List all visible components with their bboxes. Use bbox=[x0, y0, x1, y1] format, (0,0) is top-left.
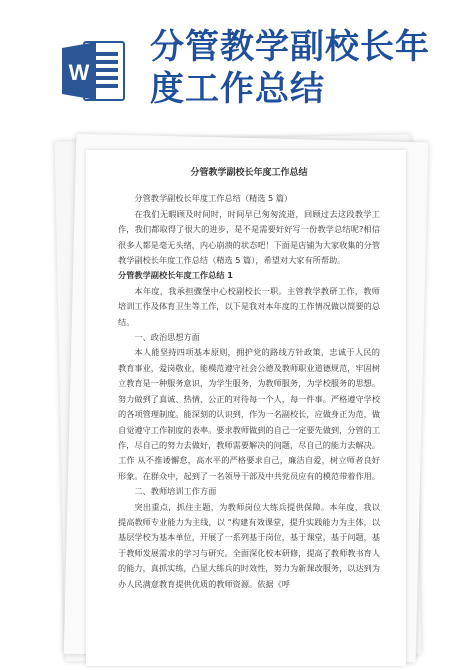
paragraph: 突出重点，抓住主题，为教师岗位大练兵提供保障。本年度，我以提高教师专业能力为主线，以 “构建有效课堂，提升实践能力为主体，以基层学校为基本单位，开展了一系列基于岗位，基于课堂，基于问题，基于教师发展需求的学习与研究。全面深化校本研修，提高了教师教书育人的能力，真抓实练，凸显大练兵的时效性，努力为新课改服务，以达到为办人民满意教育提供优质的教师资源。依据《呼 bbox=[118, 501, 381, 589]
page-title-line-2: 度工作总结 bbox=[150, 69, 325, 109]
word-logo-letter: W bbox=[68, 60, 90, 85]
section-heading: 分管教学副校长年度工作总结 1 bbox=[118, 270, 233, 281]
page-title bbox=[150, 26, 470, 110]
document-body bbox=[118, 166, 380, 592]
paragraph: 分管教学副校长年度工作总结（精选 5 篇） bbox=[134, 193, 293, 204]
paragraph: 本年度，我承担骤堡中心校副校长一职。主管教学教研工作，教师培训工作及体育卫生等工作，以下是我对本年度的工作情况做以简要的总结。 bbox=[118, 285, 381, 327]
header-banner bbox=[0, 0, 474, 140]
paragraph: 本人能坚持四项基本原则，拥护党的路线方针政策，忠诚于人民的教育事业，爱岗敬业，能模范遵守社会公德及教师职业道德规范，牢固树立教育是一种服务意识，为学生服务，为教师服务，为学校服务的思想。 努力做到了真诚、热情、公正的对待每一个人，每一件事。严格遵守学校的各项管理制度。能深刻的认识到，作为一名副校长，应做身正为范，做自觉遵守工作制度的表率。要求教师做到的自己一定要先做到，分管的工作，尽自己的努力去做好，教师需要解决的问题，尽自己的能力去解决。工作 从不推诿懈怠，高水平的严格要求自己，廉洁自爱，树立师者良好形象。在群众中，起到了一名领导干部及中共党员应有的模范带着作用。 bbox=[118, 347, 381, 481]
paragraph: 在我们无暇顾及时间时，时间早已匆匆流逝，回顾过去这段教学工作，我们都取得了很大的进步，是不是需要好好写一份教学总结呢?相信很多人都是毫无头绪，内心崩溃的状态吧！下面是店铺为大家收集的分管教学副校长年度工作总结（精选 5 篇），希望对大家有所帮助。 bbox=[118, 208, 381, 266]
paragraph: 二、教师培训工作方面 bbox=[134, 486, 217, 497]
document-title: 分管教学副校长年度工作总结 bbox=[190, 168, 308, 178]
document-paragraphs bbox=[118, 191, 380, 592]
document-page[interactable] bbox=[86, 150, 406, 666]
page-title-line-1: 分管教学副校长年 bbox=[150, 27, 430, 67]
word-document-icon bbox=[62, 40, 126, 102]
paragraph: 一、政治思想方面 bbox=[134, 332, 200, 343]
